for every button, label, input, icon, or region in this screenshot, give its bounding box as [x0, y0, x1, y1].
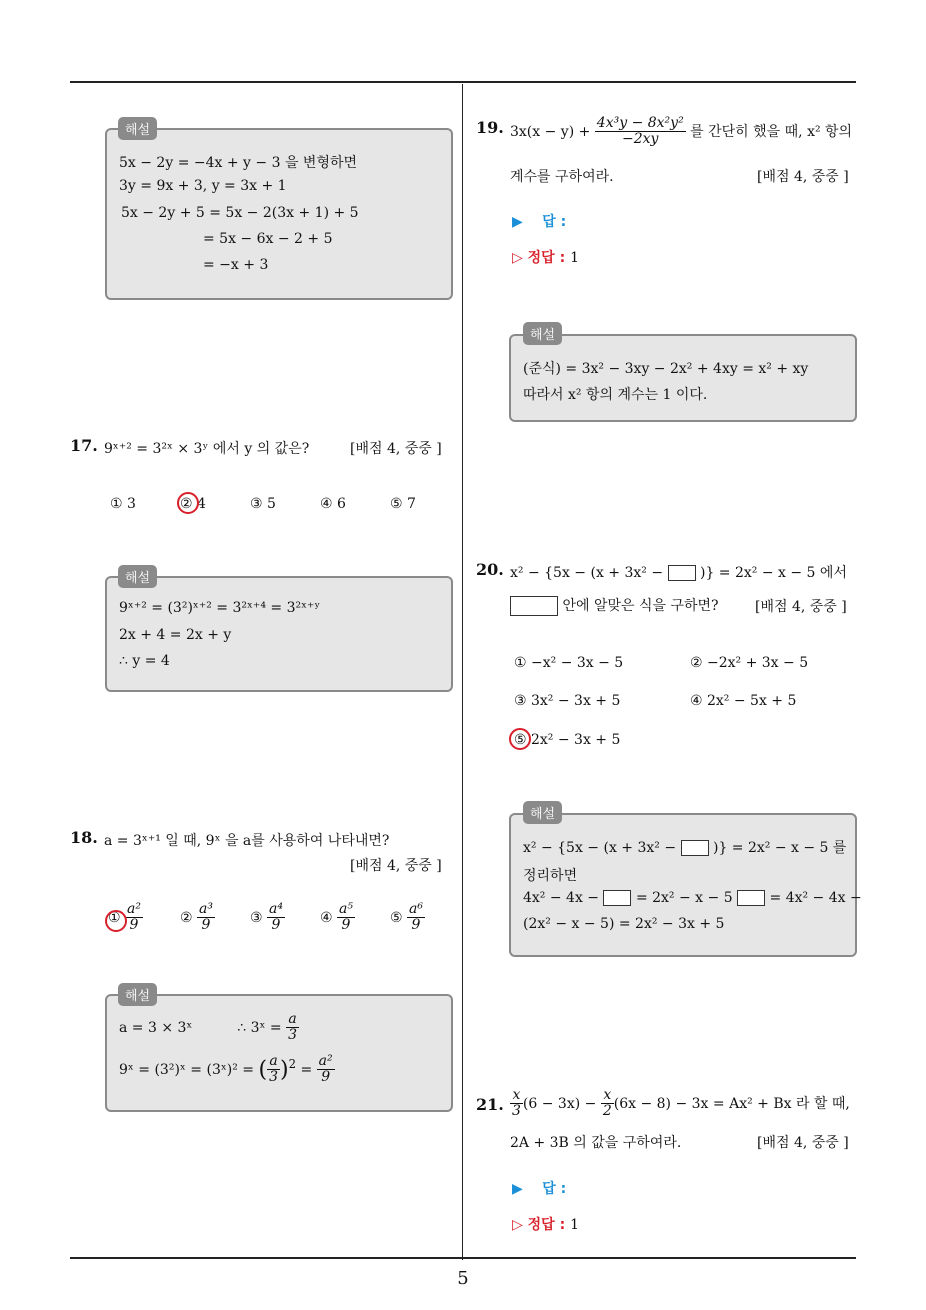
q18-choice-4-den: 9: [341, 917, 351, 934]
q21-frac2-num: x: [601, 1088, 614, 1104]
q20-sol-3b: = 2x² − x − 5: [635, 890, 733, 906]
q18-choice-3[interactable]: [250, 902, 285, 934]
q20-sol-line-2: 정리하면: [523, 868, 578, 884]
q21-frac1-den: 3: [512, 1103, 521, 1120]
q19-solution-tag: 해설: [523, 322, 562, 345]
q18-line-2-frac-den: 3: [269, 1069, 279, 1086]
q20-sol-line-4: (2x² − x − 5) = 2x² − 3x + 5: [523, 916, 725, 932]
q20-line-2-text: 안에 알맞은 식을 구하면?: [562, 598, 719, 614]
q20-sol-blank-1: [681, 840, 709, 856]
play-triangle-icon: ▶: [512, 214, 523, 230]
q18-choice-3-den: 9: [271, 917, 281, 934]
q18-number: 18.: [70, 828, 98, 847]
q19-sol-line-2: 따라서 x² 항의 계수는 1 이다.: [523, 387, 708, 403]
q18-choice-2-num: a³: [199, 901, 213, 917]
q17-line-1: 9ˣ⁺² = (3²)ˣ⁺² = 3²ˣ⁺⁴ = 3²ˣ⁺ʸ: [119, 600, 321, 616]
q17-number: 17.: [70, 436, 98, 455]
q20-solution-box: [509, 813, 862, 957]
q21-line-2: 2A + 3B 의 값을 구하여라.: [510, 1135, 682, 1151]
q18-choice-2[interactable]: [180, 902, 215, 934]
q19-number: 19.: [476, 118, 504, 137]
q16-solution-tag: 해설: [118, 117, 157, 140]
q17-meta: [배점 4, 중중 ]: [350, 441, 442, 457]
q17-choice-4[interactable]: ④ 6: [320, 496, 346, 512]
q21-frac2-den: 2: [602, 1103, 612, 1120]
q18-line-1: [119, 1012, 299, 1044]
q16-line-5: = −x + 3: [203, 257, 269, 273]
bottom-rule: [70, 1257, 856, 1259]
q18-selected-mark: [105, 910, 127, 932]
q18-choice-3-mark: ③: [250, 909, 263, 926]
q21-answer-label: 답 :: [542, 1181, 567, 1197]
q19-post: 를 간단히 했을 때, x² 항의: [690, 123, 853, 140]
q21-frac1-num: x: [510, 1088, 523, 1104]
top-rule: [70, 81, 856, 83]
q17-question: 9ˣ⁺² = 3²ˣ × 3ʸ 에서 y 의 값은?: [104, 441, 310, 457]
q19-meta: [배점 4, 중중 ]: [757, 169, 849, 185]
q21-t1: (6 − 3x) −: [522, 1095, 597, 1112]
q19-answer-input[interactable]: [580, 208, 780, 230]
q18-choice-3-num: a⁴: [269, 901, 283, 917]
q19-pre: 3x(x − y) +: [510, 123, 591, 140]
q16-line-4: = 5x − 6x − 2 + 5: [203, 231, 333, 247]
q18-choice-4[interactable]: [320, 902, 355, 934]
q21-correct-label: 정답 :: [527, 1217, 566, 1233]
q19-correct-value: 1: [570, 250, 579, 266]
q16-line-2: 3y = 9x + 3, y = 3x + 1: [119, 178, 287, 194]
q18-line-1-frac-num: a: [286, 1012, 299, 1028]
q17-choice-3[interactable]: ③ 5: [250, 496, 276, 512]
q19-line-2: 계수를 구하여라.: [510, 169, 614, 185]
q18-choice-2-mark: ②: [180, 909, 193, 926]
q18-line-1-frac-den: 3: [288, 1027, 298, 1044]
q20-choice-3[interactable]: ③ 3x² − 3x + 5: [514, 693, 621, 709]
q21-meta: [배점 4, 중중 ]: [757, 1135, 849, 1151]
q20-solution-tag: 해설: [523, 801, 562, 824]
q18-line-2-frac2-num: a²: [318, 1053, 333, 1069]
q18-line-2: 9ˣ = (3²)ˣ = (3ˣ)² = ( $\frac{a}{3}$ )$^2$ = $\frac{\text{a²}}{9}$: [119, 1053, 333, 1086]
q20-sol-blank-3: [737, 890, 765, 906]
q18-line-2-frac-num: a: [267, 1054, 280, 1070]
q18-choice-1-mark: ①: [108, 909, 121, 926]
q18-solution-box: [105, 994, 453, 1112]
column-divider: [462, 84, 463, 1260]
q20-sol-1a: x² − {5x − (x + 3x² −: [523, 840, 677, 856]
q17-choice-5[interactable]: ⑤ 7: [390, 496, 416, 512]
q19-correct-row: [512, 247, 579, 267]
q21-answer-input[interactable]: [580, 1175, 780, 1197]
q18-choice-5[interactable]: [390, 902, 425, 934]
q20-sol-line-1: [523, 837, 846, 857]
q19-frac-num: 4x³y − 8x²y²: [596, 115, 684, 131]
q18-choice-5-num: a⁶: [409, 901, 423, 917]
q19-answer-label: 답 :: [542, 214, 567, 230]
q17-solution-tag: 해설: [118, 565, 157, 588]
q21-answer-row: [512, 1178, 566, 1198]
q20-sol-3a: 4x² − 4x −: [523, 890, 600, 906]
q18-choice-4-mark: ④: [320, 909, 333, 926]
outline-triangle-icon: ▷: [512, 250, 523, 266]
q19-question: [510, 116, 852, 148]
q18-question: a = 3ˣ⁺¹ 일 때, 9ˣ 을 a를 사용하여 나타내면?: [104, 833, 390, 849]
q20-question: [510, 562, 847, 582]
q20-choice-4[interactable]: ④ 2x² − 5x + 5: [690, 693, 797, 709]
q19-sol-line-1: (준식) = 3x² − 3xy − 2x² + 4xy = x² + xy: [523, 361, 809, 377]
page-number: 5: [457, 1268, 469, 1289]
q21-correct-value: 1: [570, 1217, 579, 1233]
q20-choice-1[interactable]: ① −x² − 3x − 5: [514, 655, 624, 671]
q18-choice-1-num: a²: [127, 901, 141, 917]
q18-meta: [배점 4, 중중 ]: [350, 858, 442, 874]
q21-t2: (6x − 8) − 3x = Ax² + Bx 라 할 때,: [613, 1095, 850, 1112]
q20-line-2: [510, 595, 719, 616]
q18-line-2b: =: [300, 1061, 313, 1078]
q20-sol-3c: = 4x² − 4x −: [769, 890, 862, 906]
q20-number: 20.: [476, 560, 504, 579]
q21-question: [510, 1088, 850, 1120]
q16-line-3: 5x − 2y + 5 = 5x − 2(3x + 1) + 5: [121, 205, 359, 221]
q19-frac-den: −2xy: [622, 131, 659, 148]
q18-choice-5-den: 9: [411, 917, 421, 934]
q17-line-2: 2x + 4 = 2x + y: [119, 627, 232, 643]
q20-choice-2[interactable]: ② −2x² + 3x − 5: [690, 655, 809, 671]
q20-sol-blank-2: [603, 890, 631, 906]
q16-line-1: 5x − 2y = −4x + y − 3 을 변형하면: [119, 155, 358, 171]
q18-line-2a: 9ˣ = (3²)ˣ = (3ˣ)² =: [119, 1061, 255, 1078]
q17-selected-mark: [177, 492, 199, 514]
q16-solution-box: [105, 128, 453, 300]
q20-text-a: x² − {5x − (x + 3x² −: [510, 565, 664, 581]
q20-meta: [배점 4, 중중 ]: [755, 599, 847, 615]
q17-line-3: ∴ y = 4: [119, 653, 170, 669]
q18-choice-5-mark: ⑤: [390, 909, 403, 926]
q20-selected-mark: [509, 728, 531, 750]
q20-choice-5[interactable]: ⑤ 2x² − 3x + 5: [514, 732, 621, 748]
q18-solution-tag: 해설: [118, 983, 157, 1006]
q20-sol-1b: )} = 2x² − x − 5 를: [712, 840, 847, 856]
q19-correct-label: 정답 :: [527, 250, 566, 266]
q18-choice-2-den: 9: [201, 917, 211, 934]
q20-sol-line-3: [523, 890, 862, 906]
q18-choice-1-den: 9: [129, 917, 139, 934]
q18-line-2-frac2-den: 9: [321, 1069, 331, 1086]
q20-blank-2: [510, 596, 558, 616]
q20-text-b: )} = 2x² − x − 5 에서: [699, 565, 847, 581]
play-triangle-icon: ▶: [512, 1181, 523, 1197]
q17-solution-box: [105, 576, 453, 692]
q19-answer-row: [512, 211, 566, 231]
outline-triangle-icon: ▷: [512, 1217, 523, 1233]
q18-line-1b: ∴ 3ˣ =: [237, 1019, 282, 1036]
q19-solution-box: [509, 334, 857, 422]
q20-blank-1: [668, 565, 696, 581]
q18-line-1a: a = 3 × 3ˣ: [119, 1019, 193, 1036]
q17-choice-2[interactable]: ② 4: [180, 496, 206, 512]
q17-choice-1[interactable]: ① 3: [110, 496, 136, 512]
q18-choice-4-num: a⁵: [339, 901, 353, 917]
q21-correct-row: [512, 1214, 579, 1234]
q21-number: 21.: [476, 1095, 504, 1114]
